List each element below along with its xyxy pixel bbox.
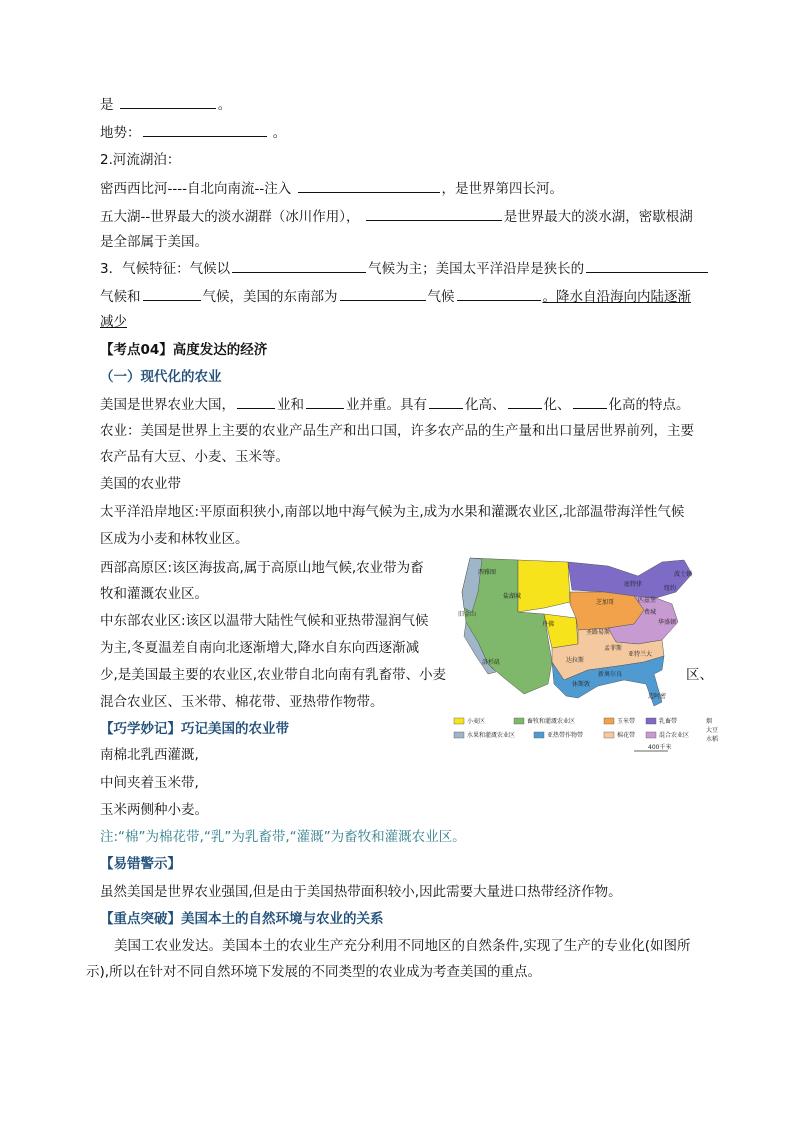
city-label: 亚特兰大 (628, 651, 653, 658)
section-heading: 【考点04】高度发达的经济 (100, 342, 268, 358)
city-label: 洛杉矶 (482, 659, 501, 666)
city-label: 费城 (644, 609, 657, 616)
city-label: 孟菲斯 (604, 645, 623, 652)
mnemonic-line: 玉米两侧种小麦。 (100, 802, 208, 818)
legend-label: 小麦区 (467, 718, 486, 725)
paragraph-line: 美国的农业带 (100, 476, 181, 492)
blank-field[interactable] (429, 394, 463, 409)
wheat-region-north (518, 560, 570, 612)
paragraph-line: 中东部农业区:该区以温带大陆性气候和亚热带湿润气候 (100, 613, 429, 629)
mnemonic-line: 南棉北乳西灌溉, (100, 747, 199, 763)
city-label: 华盛顿 (658, 619, 677, 626)
city-label: 匹兹堡 (638, 597, 657, 604)
paragraph-line: 太平洋沿岸地区:平原面积狭小,南部以地中海气候为主,成为水果和灌溉农业区,北部温带海洋性气候 (100, 504, 685, 520)
blank-field[interactable] (298, 178, 440, 193)
wheat-region-south (544, 614, 578, 648)
legend-label: 乳畜带 (659, 718, 678, 725)
legend-label: 水果和灌溉农业区 (467, 732, 516, 739)
paragraph-line: 牧和灌溉农业区。 (100, 586, 208, 602)
warning-text: 虽然美国是世界农业强国,但是由于美国热带面积较小,因此需要大量进口热带经济作物。 (100, 884, 622, 900)
blank-field[interactable] (340, 286, 426, 301)
city-label: 底特律 (624, 581, 643, 588)
city-label: 丹佛 (542, 621, 555, 628)
key-point-text: 美国工农业发达。美国本土的农业生产充分利用不同地区的自然条件,实现了生产的专业化(如图所 (114, 938, 691, 954)
text-line-5: 五大湖--世界最大的淡水湖群（冰川作用）， 是世界最大的淡水湖，密歇根湖 (100, 206, 693, 227)
key-point-text: 示),所以在针对不同自然环境下发展的不同类型的农业成为考查美国的重点。 (86, 964, 542, 980)
blank-field[interactable] (143, 286, 201, 301)
legend-label: 混合农业区 (659, 732, 690, 739)
blank-field[interactable] (508, 394, 542, 409)
city-label: 西雅图 (478, 569, 497, 576)
mnemonic-line: 中间夹着玉米带, (100, 775, 199, 791)
subsection-heading: （一）现代化的农业 (100, 369, 222, 385)
paragraph-line-end: 区、 (686, 667, 713, 683)
blank-field[interactable] (366, 206, 502, 221)
paragraph-line: 少,是美国最主要的农业区,农业带自北向南有乳畜带、小麦 (100, 667, 447, 683)
paragraph-line: 混合农业区、玉米带、棉花带、亚热带作物带。 (100, 694, 384, 710)
city-label: 达拉斯 (566, 657, 585, 664)
city-label: 休斯敦 (572, 681, 591, 688)
text-line-3: 2.河流湖泊： (100, 152, 181, 168)
note-line: 注:“棉”为棉花带,“乳”为乳畜带,“灌溉”为畜牧和灌溉农业区。 (100, 829, 466, 845)
blank-field[interactable] (457, 286, 541, 301)
text-line-6: 是全部属于美国。 (100, 234, 208, 250)
legend-label: 烟 (706, 718, 713, 725)
city-label: 盐湖城 (503, 593, 522, 600)
blank-field[interactable] (232, 258, 366, 273)
us-agriculture-map (448, 552, 724, 762)
blank-field[interactable] (237, 394, 275, 409)
blank-field[interactable] (586, 258, 708, 273)
paragraph-line: 区成为小麦和林牧业区。 (100, 531, 249, 547)
legend-label: 棉花带 (617, 732, 636, 739)
paragraph-line: 农业：美国是世界上主要的农业产品生产和出口国，许多农产品的生产量和出口量居世界前列，主要 (100, 423, 694, 439)
legend-label: 畜牧和灌溉农业区 (527, 718, 576, 725)
paragraph-line: 西部高原区:该区海拔高,属于高原山地气候,农业带为畜 (100, 560, 424, 576)
blank-field[interactable] (120, 94, 216, 109)
city-label: 新奥尔良 (598, 671, 623, 678)
city-label: 纽约 (664, 585, 677, 592)
scale-label: 400千米 (648, 744, 672, 751)
city-label: 芝加哥 (596, 599, 615, 606)
paragraph-line: 农产品有大豆、小麦、玉米等。 (100, 449, 289, 465)
city-label: 圣路易斯 (586, 629, 611, 636)
text-line-4: 密西西比河----自北向南流--注入 ，是世界第四长河。 (100, 178, 563, 199)
legend-label: 玉米带 (617, 718, 636, 725)
text-line-7: 3．气候特征：气候以 气候为主；美国太平洋沿岸是狭长的 (100, 258, 710, 279)
city-label: 迈阿密 (648, 693, 667, 700)
blank-field[interactable] (306, 394, 344, 409)
warning-heading: 【易错警示】 (100, 856, 181, 872)
legend-label: 亚热带作物带 (547, 732, 584, 739)
text-line-2: 地势： 。 (100, 122, 286, 143)
city-label: 波士顿 (674, 571, 693, 578)
map-legend (454, 717, 718, 751)
memory-tip-heading: 【巧学妙记】巧记美国的农业带 (100, 721, 289, 737)
paragraph-line: 美国是世界农业大国， 业和 业并重。具有 化高、 化、 化高的特点。 (100, 394, 690, 415)
blank-field[interactable] (573, 394, 607, 409)
paragraph-line: 为主,冬夏温差自南向北逐渐增大,降水自东向西逐渐减 (100, 640, 420, 656)
text-line-8: 气候和 气候，美国的东南部为 气候 。降水自沿海向内陆逐渐 (100, 286, 691, 307)
legend-label: 大豆 (706, 727, 719, 734)
blank-field[interactable] (143, 122, 267, 137)
text-line-1: 是 。 (100, 94, 231, 115)
legend-label: 水稻 (706, 736, 719, 743)
key-point-heading: 【重点突破】美国本土的自然环境与农业的关系 (100, 911, 384, 927)
text-line-9: 减少 (100, 314, 127, 330)
city-label: 旧金山 (458, 611, 477, 618)
